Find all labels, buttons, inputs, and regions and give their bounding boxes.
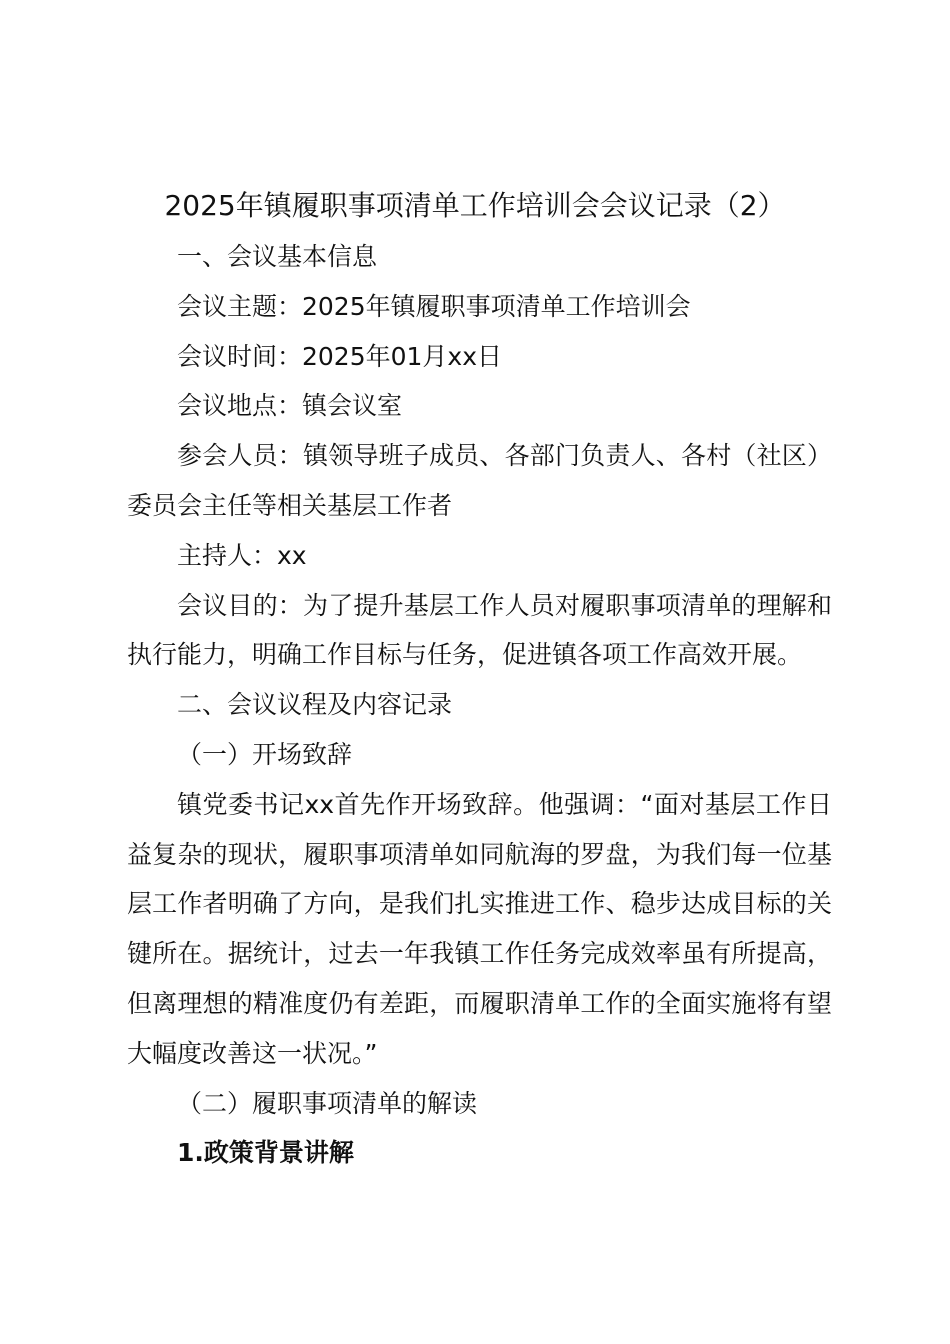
opening-speech-paragraph: 镇党委书记xx首先作开场致辞。他强调：“面对基层工作日益复杂的现状，履职事项清单如同航海的罗盘，为我们每一位基层工作者明确了方向，是我们扎实推进工作、稳步达成目标的关键所在。据统计，过去一年我镇工作任务完成效率虽有所提高，但离理想的精准度仍有差距，而履职清单工作的全面实施将有望大幅度改善这一状况。” bbox=[127, 789, 832, 1068]
subsection-heading-interpretation: （二）履职事项清单的解读 bbox=[177, 1088, 478, 1118]
document-body bbox=[127, 232, 832, 1178]
meeting-location: 会议地点：镇会议室 bbox=[177, 391, 403, 421]
meeting-topic: 会议主题：2025年镇履职事项清单工作培训会 bbox=[177, 291, 691, 321]
meeting-attendees: 参会人员：镇领导班子成员、各部门负责人、各村（社区）委员会主任等相关基层工作者 bbox=[127, 441, 832, 520]
meeting-purpose: 会议目的：为了提升基层工作人员对履职事项清单的理解和执行能力，明确工作目标与任务，促进镇各项工作高效开展。 bbox=[127, 590, 832, 670]
document-title: 2025年镇履职事项清单工作培训会会议记录（2） bbox=[164, 189, 786, 222]
subsection-heading-policy-background: 1.政策背景讲解 bbox=[177, 1138, 354, 1168]
section-heading-basic-info: 一、会议基本信息 bbox=[177, 242, 378, 271]
meeting-time: 会议时间：2025年01月xx日 bbox=[177, 341, 503, 371]
section-heading-agenda: 二、会议议程及内容记录 bbox=[177, 690, 453, 720]
meeting-host: 主持人：xx bbox=[177, 540, 307, 570]
subsection-heading-opening: （一）开场致辞 bbox=[177, 739, 353, 769]
